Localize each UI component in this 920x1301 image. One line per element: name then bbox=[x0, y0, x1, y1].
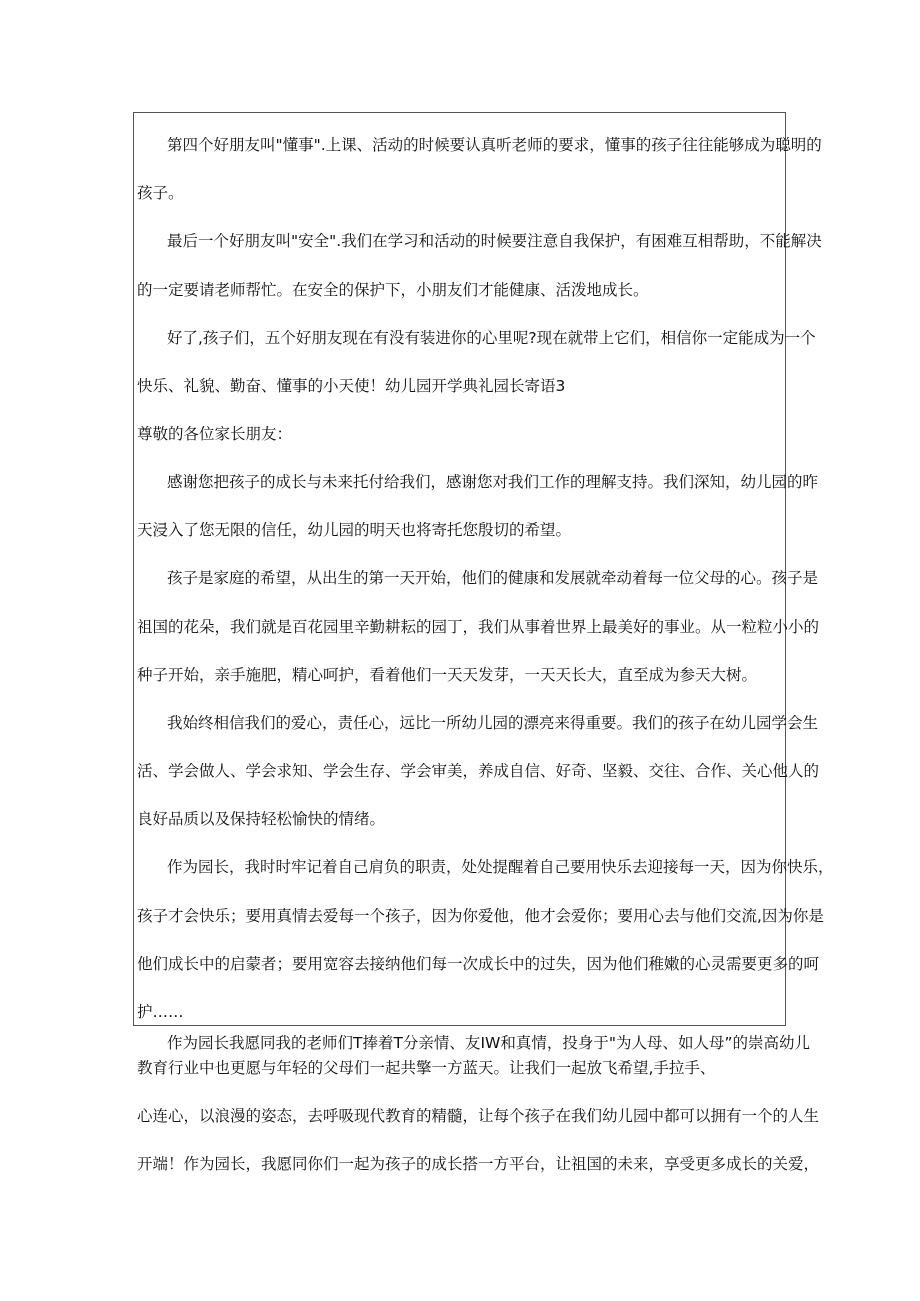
paragraph-line: 良好品质以及保持轻松愉快的情绪。 bbox=[137, 810, 386, 828]
paragraph-line: 快乐、礼貌、勤奋、懂事的小天使！幼儿园开学典礼园长寄语3 bbox=[137, 377, 566, 395]
paragraph-line: 作为园长我愿同我的老师们T捧着T分亲情、友IW和真情，投身于"为人母、如人母”的崇高幼儿 bbox=[167, 1034, 810, 1052]
paragraph-line: 孩子才会快乐；要用真情去爱每一个孩子，因为你爱他，他才会爱你；要用心去与他们交流,因为你是 bbox=[137, 907, 824, 925]
paragraph-line: 天浸入了您无限的信任，幼儿园的明天也将寄托您殷切的希望。 bbox=[137, 521, 572, 539]
paragraph-line: 好了,孩子们，五个好朋友现在有没有装进你的心里呢?现在就带上它们，相信你一定能成为一个 bbox=[167, 329, 816, 347]
paragraph-line: 他们成长中的启蒙者；要用宽容去接纳他们每一次成长中的过失，因为他们稚嫩的心灵需要更多的呵 bbox=[137, 955, 820, 973]
paragraph-line: 的一定要请老师帮忙。在安全的保护下，小朋友们才能健康、活泼地成长。 bbox=[137, 281, 649, 299]
paragraph-line: 开端！作为园长，我愿同你们一起为孩子的成长搭一方平台，让祖国的未来，享受更多成长的关爱， bbox=[137, 1155, 820, 1173]
paragraph-line: 孩子是家庭的希望，从出生的第一天开始，他们的健康和发展就牵动着每一位父母的心。孩子是 bbox=[167, 569, 819, 587]
paragraph-line: 护…… bbox=[137, 1003, 184, 1021]
paragraph-line: 孩子。 bbox=[137, 184, 184, 202]
paragraph-line: 种子开始，亲手施肥，精心呵护，看着他们一天天发芽，一天天长大，直至成为参天大树。 bbox=[137, 666, 758, 684]
paragraph-line: 教育行业中也更愿与年轻的父母们一起共擎一方蓝天。让我们一起放飞希望,手拉手、 bbox=[137, 1059, 716, 1077]
paragraph-line: 我始终相信我们的爱心，责任心，远比一所幼儿园的漂亮来得重要。我们的孩子在幼儿园学会生 bbox=[167, 714, 819, 732]
salutation: 尊敬的各位家长朋友： bbox=[137, 425, 293, 443]
paragraph-line: 最后一个好朋友叫"安全".我们在学习和活动的时候要注意自我保护，有困难互相帮助，不能解决 bbox=[167, 232, 822, 250]
paragraph-line: 第四个好朋友叫"懂事".上课、活动的时候要认真听老师的要求，懂事的孩子往往能够成为聪明的 bbox=[167, 136, 822, 154]
paragraph-line: 活、学会做人、学会求知、学会生存、学会审美，养成自信、好奇、坚毅、交往、合作、关心他人的 bbox=[137, 762, 820, 780]
paragraph-line: 心连心，以浪漫的姿态，去呼吸现代教育的精髓，让每个孩子在我们幼儿园中都可以拥有一个的人生 bbox=[137, 1107, 820, 1125]
paragraph-line: 祖国的花朵，我们就是百花园里辛勤耕耘的园丁，我们从事着世界上最美好的事业。从一粒粒小小的 bbox=[137, 618, 820, 636]
paragraph-line: 感谢您把孩子的成长与未来托付给我们，感谢您对我们工作的理解支持。我们深知，幼儿园的昨 bbox=[167, 473, 819, 491]
paragraph-line: 作为园长，我时时牢记着自己肩负的职责，处处提醒着自己要用快乐去迎接每一天，因为你快乐， bbox=[167, 858, 834, 876]
